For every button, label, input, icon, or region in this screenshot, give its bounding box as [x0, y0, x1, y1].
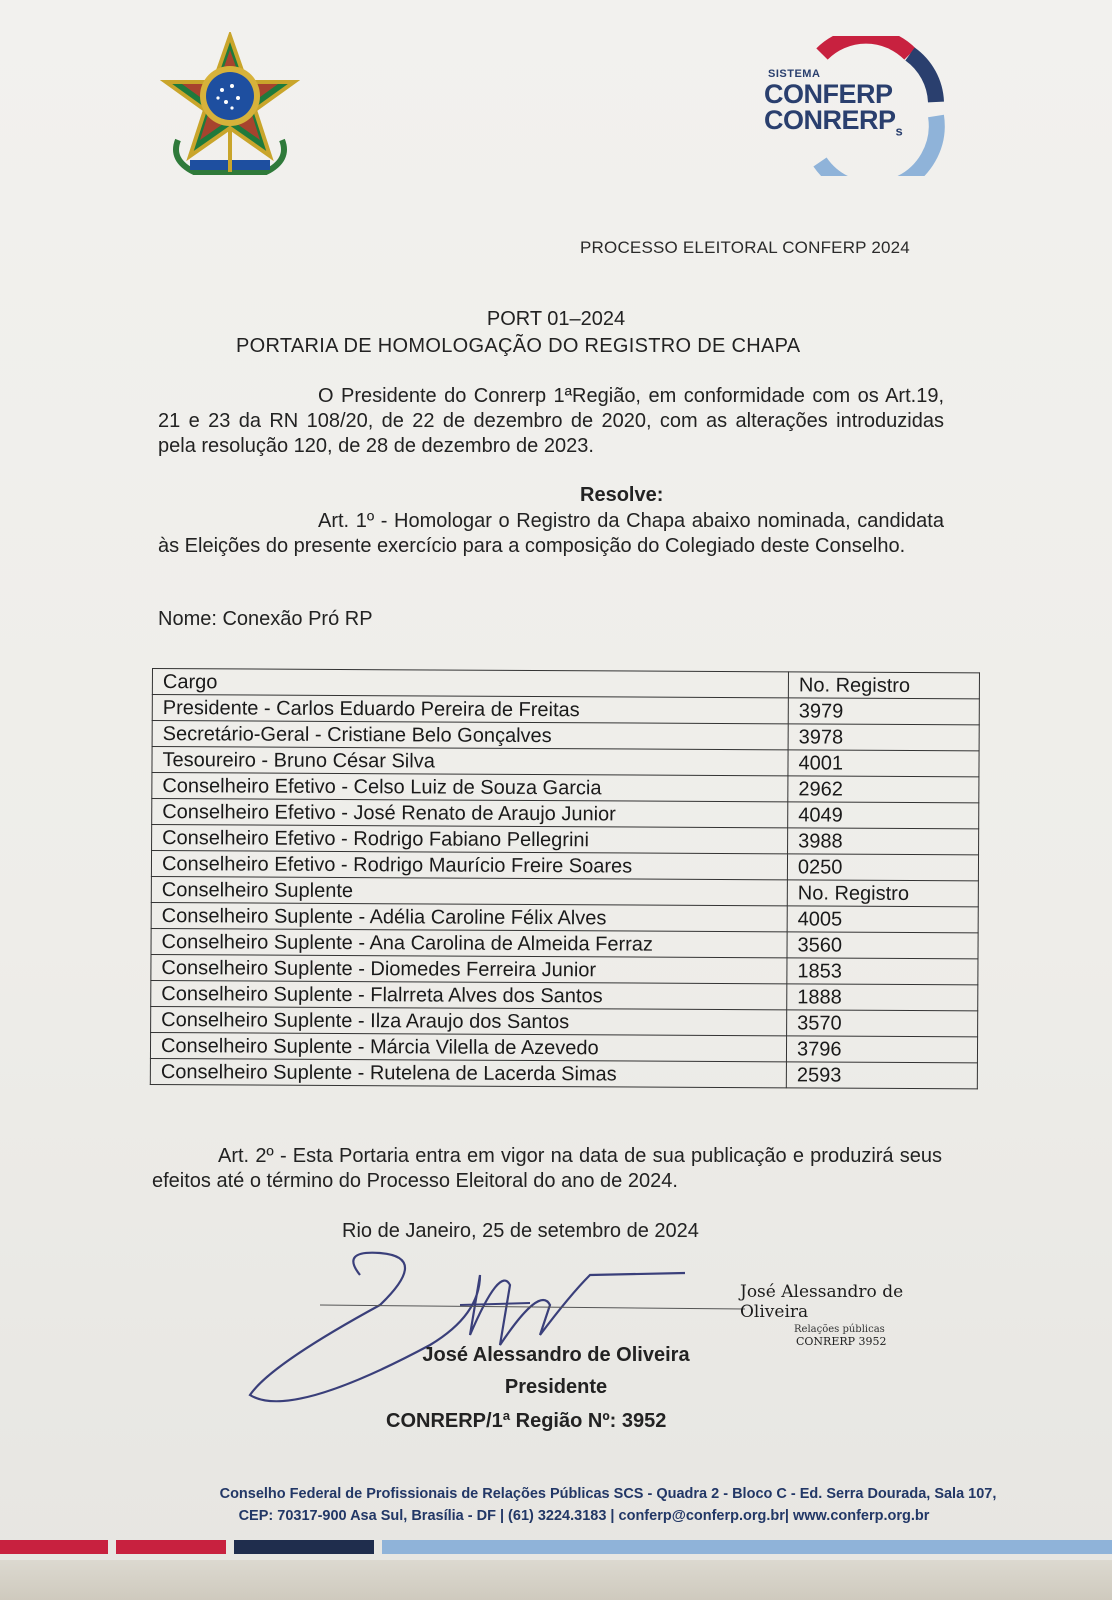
footer-bar-red	[0, 1540, 108, 1554]
cargo-cell: Conselheiro Suplente - Diomedes Ferreira Junior	[151, 954, 787, 983]
stamp-registration: CONRERP 3952	[796, 1335, 887, 1348]
cargo-cell: Conselheiro Suplente - Ana Carolina de Almeida Ferraz	[151, 928, 787, 957]
registro-cell: 3570	[787, 1010, 978, 1037]
cargo-cell: Presidente - Carlos Eduardo Pereira de Freitas	[152, 695, 788, 724]
signatory-registration: CONRERP/1ª Região Nº: 3952	[386, 1410, 667, 1432]
footer-bar-navy	[234, 1540, 374, 1554]
cargo-cell: Conselheiro Suplente - Ilza Araujo dos Santos	[151, 1006, 787, 1035]
logo-sistema-text: SISTEMA	[768, 68, 821, 80]
registro-cell: 3988	[788, 828, 979, 855]
stamp-name: José Alessandro de Oliveira	[740, 1282, 904, 1322]
signature-date: Rio de Janeiro, 25 de setembro de 2024	[342, 1220, 699, 1242]
registro-cell: 4005	[787, 906, 978, 933]
cargo-cell: Conselheiro Suplente - Adélia Caroline Félix Alves	[151, 902, 787, 931]
cargo-cell: Secretário-Geral - Cristiane Belo Gonçalves	[152, 721, 788, 750]
registro-cell: 0250	[787, 854, 978, 881]
cargo-cell: Conselheiro Efetivo - Celso Luiz de Souza Garcia	[152, 773, 788, 802]
art2-paragraph: Art. 2º - Esta Portaria entra em vigor na data de sua publicação e produzirá seus efeitos até o término do Processo Eleitoral do ano de 2024.	[152, 1145, 942, 1192]
footer-bar-light-blue	[382, 1540, 1112, 1554]
registro-cell: 1888	[787, 984, 978, 1011]
registro-cell: 3978	[788, 724, 979, 751]
portaria-number: PORT 01–2024	[486, 308, 626, 330]
cargo-cell: Conselheiro Suplente - Rutelena de Lacerda Simas	[150, 1058, 786, 1087]
footer-contact: CEP: 70317-900 Asa Sul, Brasília - DF | (61) 3224.3183 | conferp@conferp.org.br| www.conferp.org.br	[238, 1508, 930, 1524]
logo-conrerp-text: $CONRERP_s$	[764, 105, 903, 139]
registro-cell: No. Registro	[788, 672, 979, 699]
signatory-name: José Alessandro de Oliveira	[422, 1344, 690, 1366]
portaria-title: PORTARIA DE HOMOLOGAÇÃO DO REGISTRO DE CHAPA	[236, 335, 801, 357]
registro-cell: 2593	[786, 1062, 977, 1089]
process-heading: PROCESSO ELEITORAL CONFERP 2024	[580, 238, 910, 257]
cargo-cell: Cargo	[152, 669, 788, 698]
conferp-logo	[760, 36, 960, 176]
registro-cell: 3796	[786, 1036, 977, 1063]
registro-cell: 3979	[788, 698, 979, 725]
footer-address: Conselho Federal de Profissionais de Relações Públicas SCS - Quadra 2 - Bloco C - Ed. Serra Dourada, Sala 107,	[219, 1486, 997, 1502]
chapa-name: Nome: Conexão Pró RP	[158, 608, 373, 630]
cargo-cell: Conselheiro Suplente	[151, 876, 787, 905]
brazil-coat-of-arms-icon	[160, 32, 300, 182]
cargo-cell: Tesoureiro - Bruno César Silva	[152, 747, 788, 776]
cargo-cell: Conselheiro Suplente - Márcia Vilella de Azevedo	[150, 1032, 786, 1061]
art1-paragraph: Art. 1º - Homologar o Registro da Chapa abaixo nominada, candidata às Eleições do presente exercício para a composição do Colegiado deste Conselho.	[158, 510, 944, 557]
intro-paragraph: O Presidente do Conrerp 1ªRegião, em conformidade com os Art.19, 21 e 23 da RN 108/20, de 22 de dezembro de 2020, com as alterações introduzidas pela resolução 120, de 28 de dezembro de 2023.	[158, 385, 944, 457]
footer-bar-red-2	[116, 1540, 226, 1554]
stamp-role: Relações públicas	[794, 1324, 885, 1335]
registro-cell: 2962	[788, 776, 979, 803]
signature-stamp	[740, 1282, 960, 1348]
signatory-role: Presidente	[504, 1376, 608, 1398]
registro-cell: 3560	[787, 932, 978, 959]
cargo-cell: Conselheiro Efetivo - Rodrigo Fabiano Pellegrini	[152, 825, 788, 854]
cargo-cell: Conselheiro Efetivo - José Renato de Araujo Junior	[152, 799, 788, 828]
registro-cell: No. Registro	[787, 880, 978, 907]
chapa-table	[150, 668, 980, 1089]
registro-cell: 1853	[787, 958, 978, 985]
registro-cell: 4049	[788, 802, 979, 829]
registro-cell: 4001	[788, 750, 979, 777]
resolve-heading: Resolve:	[580, 484, 664, 506]
page-edge-shadow	[0, 1560, 1112, 1600]
footer-color-bars	[0, 1540, 1112, 1556]
logo-conferp-text: CONFERP	[764, 79, 893, 109]
table-row	[150, 1058, 977, 1088]
cargo-cell: Conselheiro Efetivo - Rodrigo Maurício Freire Soares	[151, 851, 787, 880]
cargo-cell: Conselheiro Suplente - Flalrreta Alves dos Santos	[151, 980, 787, 1009]
